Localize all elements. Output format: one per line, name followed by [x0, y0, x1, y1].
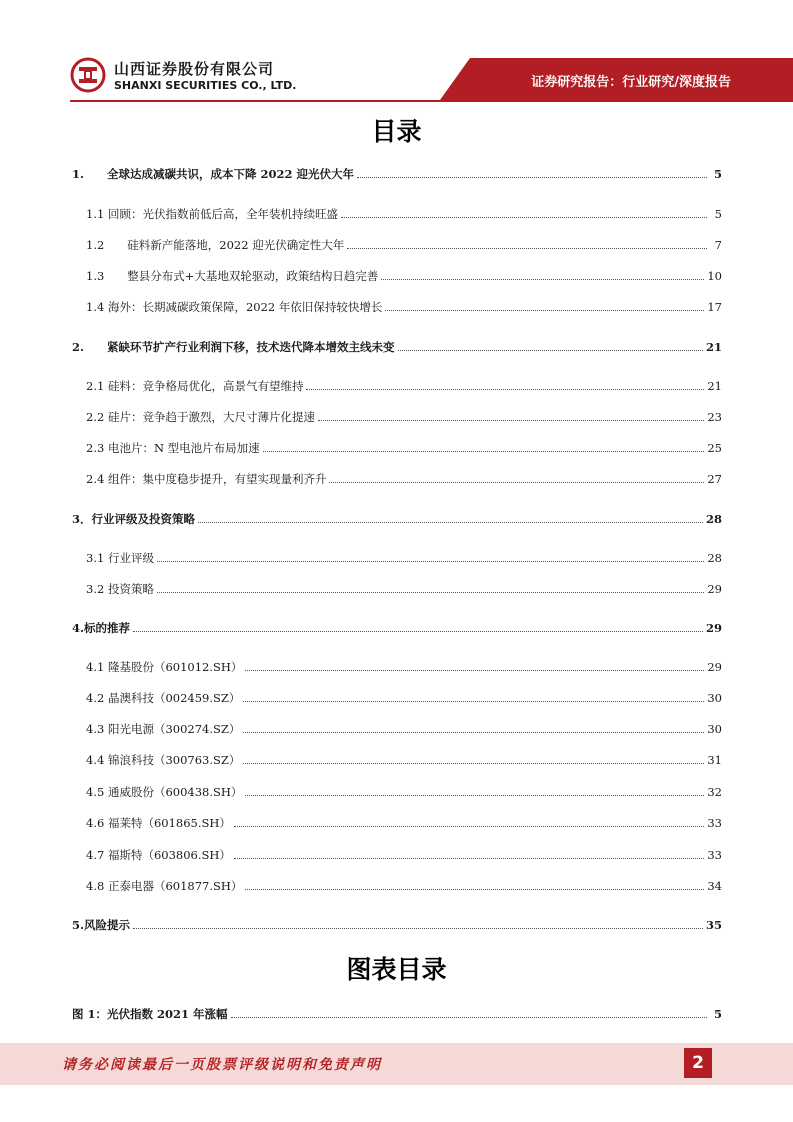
- toc-leader: [318, 420, 704, 421]
- toc-entry-page: 28: [707, 551, 722, 565]
- toc-entry-text: 2.2 硅片：竞争趋于激烈，大尺寸薄片化提速: [86, 410, 315, 424]
- company-name-cn: 山西证券股份有限公司: [114, 60, 275, 78]
- footer-disclaimer: 请务必阅读最后一页股票评级说明和免责声明: [62, 1057, 382, 1073]
- toc-entry-page: 29: [705, 621, 722, 635]
- toc-entry[interactable]: [72, 617, 722, 635]
- toc-leader: [398, 350, 703, 351]
- toc-entry-text: 1. 全球达成减碳共识，成本下降 2022 迎光伏大年: [72, 167, 355, 181]
- toc-leader: [381, 279, 704, 280]
- toc-entry[interactable]: [86, 718, 722, 736]
- toc-leader: [243, 732, 704, 733]
- toc-entry-page: 33: [707, 816, 722, 830]
- toc-entry-page: 21: [707, 379, 722, 393]
- toc-leader: [329, 482, 704, 483]
- company-logo-icon: [70, 57, 106, 93]
- toc-entry[interactable]: [86, 812, 722, 830]
- toc-entry-page: 30: [707, 691, 722, 705]
- toc-leader: [234, 858, 704, 859]
- toc-entry-text: 3.2 投资策略: [86, 582, 154, 596]
- toc-entry[interactable]: [86, 375, 722, 393]
- toc-entry-text: 3.1 行业评级: [86, 551, 154, 565]
- toc-leader: [385, 310, 704, 311]
- toc-leader: [245, 795, 704, 796]
- toc-entry-text: 4.7 福斯特（603806.SH）: [86, 848, 231, 862]
- toc-entry-page: 32: [707, 785, 722, 799]
- toc-entry-page: 34: [707, 879, 722, 893]
- toc-leader: [243, 701, 704, 702]
- figure-entry-page: 5: [713, 1007, 722, 1021]
- page-number: 2: [684, 1048, 712, 1078]
- toc-entry[interactable]: [72, 336, 722, 354]
- toc-entry-text: 4.标的推荐: [72, 621, 131, 635]
- toc-leader: [347, 248, 707, 249]
- toc-entry-page: 28: [705, 512, 722, 526]
- toc-entry-text: 1.4 海外：长期减碳政策保障，2022 年依旧保持较快增长: [86, 300, 383, 314]
- toc-leader: [263, 451, 705, 452]
- header-divider: [70, 100, 793, 102]
- page-header: [0, 0, 793, 104]
- toc-entry[interactable]: [86, 547, 722, 565]
- toc-leader: [133, 631, 703, 632]
- toc-entry-text: 5.风险提示: [72, 918, 131, 932]
- toc-entry[interactable]: [86, 687, 722, 705]
- company-name-en: SHANXI SECURITIES CO., LTD.: [114, 79, 297, 92]
- toc-entry-page: 17: [707, 300, 722, 314]
- toc-entry[interactable]: [86, 296, 722, 314]
- toc-leader: [245, 670, 704, 671]
- toc-entry[interactable]: [86, 875, 722, 893]
- figure-list-title: 图表目录: [346, 955, 447, 984]
- toc-entry-text: 2.1 硅料：竞争格局优化，高景气有望维持: [86, 379, 304, 393]
- toc-entry-text: 4.3 阳光电源（300274.SZ）: [86, 722, 241, 736]
- toc-entry-text: 4.5 通威股份（600438.SH）: [86, 785, 243, 799]
- toc-entry[interactable]: [86, 749, 722, 767]
- toc-leader: [231, 1017, 707, 1018]
- toc-entry[interactable]: [86, 203, 722, 221]
- toc-entry-text: 3．行业评级及投资策略: [72, 512, 196, 526]
- toc-leader: [243, 763, 704, 764]
- toc-entry-page: 27: [707, 472, 722, 486]
- toc-entry[interactable]: [72, 914, 722, 932]
- figure-entry[interactable]: [72, 1003, 722, 1021]
- toc-entry[interactable]: [86, 781, 722, 799]
- toc-entry-text: 2. 紧缺环节扩产行业利润下移，技术迭代降本增效主线未变: [72, 340, 395, 354]
- toc-leader: [357, 177, 707, 178]
- toc-entry-text: 1.1 回顾：光伏指数前低后高，全年装机持续旺盛: [86, 207, 338, 221]
- toc-entry-page: 35: [705, 918, 722, 932]
- toc-entry-text: 4.8 正泰电器（601877.SH）: [86, 879, 243, 893]
- toc-entry-text: 4.2 晶澳科技（002459.SZ）: [86, 691, 241, 705]
- toc-entry-page: 29: [707, 660, 722, 674]
- toc-entry-page: 10: [707, 269, 722, 283]
- toc-entry-page: 23: [707, 410, 722, 424]
- toc-entry[interactable]: [72, 508, 722, 526]
- toc-entry-text: 1.3 整县分布式+大基地双轮驱动，政策结构日趋完善: [86, 269, 379, 283]
- toc-entry[interactable]: [86, 265, 722, 283]
- toc-entry[interactable]: [86, 578, 722, 596]
- toc-entry-page: 5: [714, 207, 722, 221]
- toc-leader: [234, 826, 704, 827]
- toc-entry-page: 31: [707, 753, 722, 767]
- toc-entry-text: 4.1 隆基股份（601012.SH）: [86, 660, 243, 674]
- toc-leader: [341, 217, 707, 218]
- toc-entry[interactable]: [86, 234, 722, 252]
- toc-entry-page: 33: [707, 848, 722, 862]
- toc-leader: [133, 928, 703, 929]
- toc-entry[interactable]: [72, 163, 722, 181]
- toc-entry-text: 4.6 福莱特（601865.SH）: [86, 816, 231, 830]
- figure-entry-text: 图 1：光伏指数 2021 年涨幅: [72, 1007, 228, 1021]
- report-type: 证券研究报告：行业研究/深度报告: [531, 75, 731, 90]
- toc-entry-page: 29: [707, 582, 722, 596]
- toc-entry-page: 30: [707, 722, 722, 736]
- toc-entry-text: 4.4 锦浪科技（300763.SZ）: [86, 753, 241, 767]
- toc-entry-text: 2.3 电池片：N 型电池片布局加速: [86, 441, 260, 455]
- toc-entry-text: 2.4 组件：集中度稳步提升，有望实现量利齐升: [86, 472, 327, 486]
- toc-entry-page: 25: [707, 441, 722, 455]
- toc-entry-text: 1.2 硅料新产能落地，2022 迎光伏确定性大年: [86, 238, 345, 252]
- toc-entry[interactable]: [86, 844, 722, 862]
- toc-entry-page: 7: [714, 238, 722, 252]
- toc-entry-page: 5: [713, 167, 722, 181]
- toc-leader: [198, 522, 703, 523]
- toc-leader: [157, 561, 704, 562]
- toc-entry-page: 21: [705, 340, 722, 354]
- toc-entry[interactable]: [86, 656, 722, 674]
- toc-leader: [306, 389, 704, 390]
- toc-entry[interactable]: [86, 406, 722, 424]
- toc-entry[interactable]: [86, 468, 722, 486]
- toc-title: 目录: [371, 117, 422, 146]
- toc-entry[interactable]: [86, 437, 722, 455]
- toc-leader: [157, 592, 704, 593]
- toc-leader: [245, 889, 704, 890]
